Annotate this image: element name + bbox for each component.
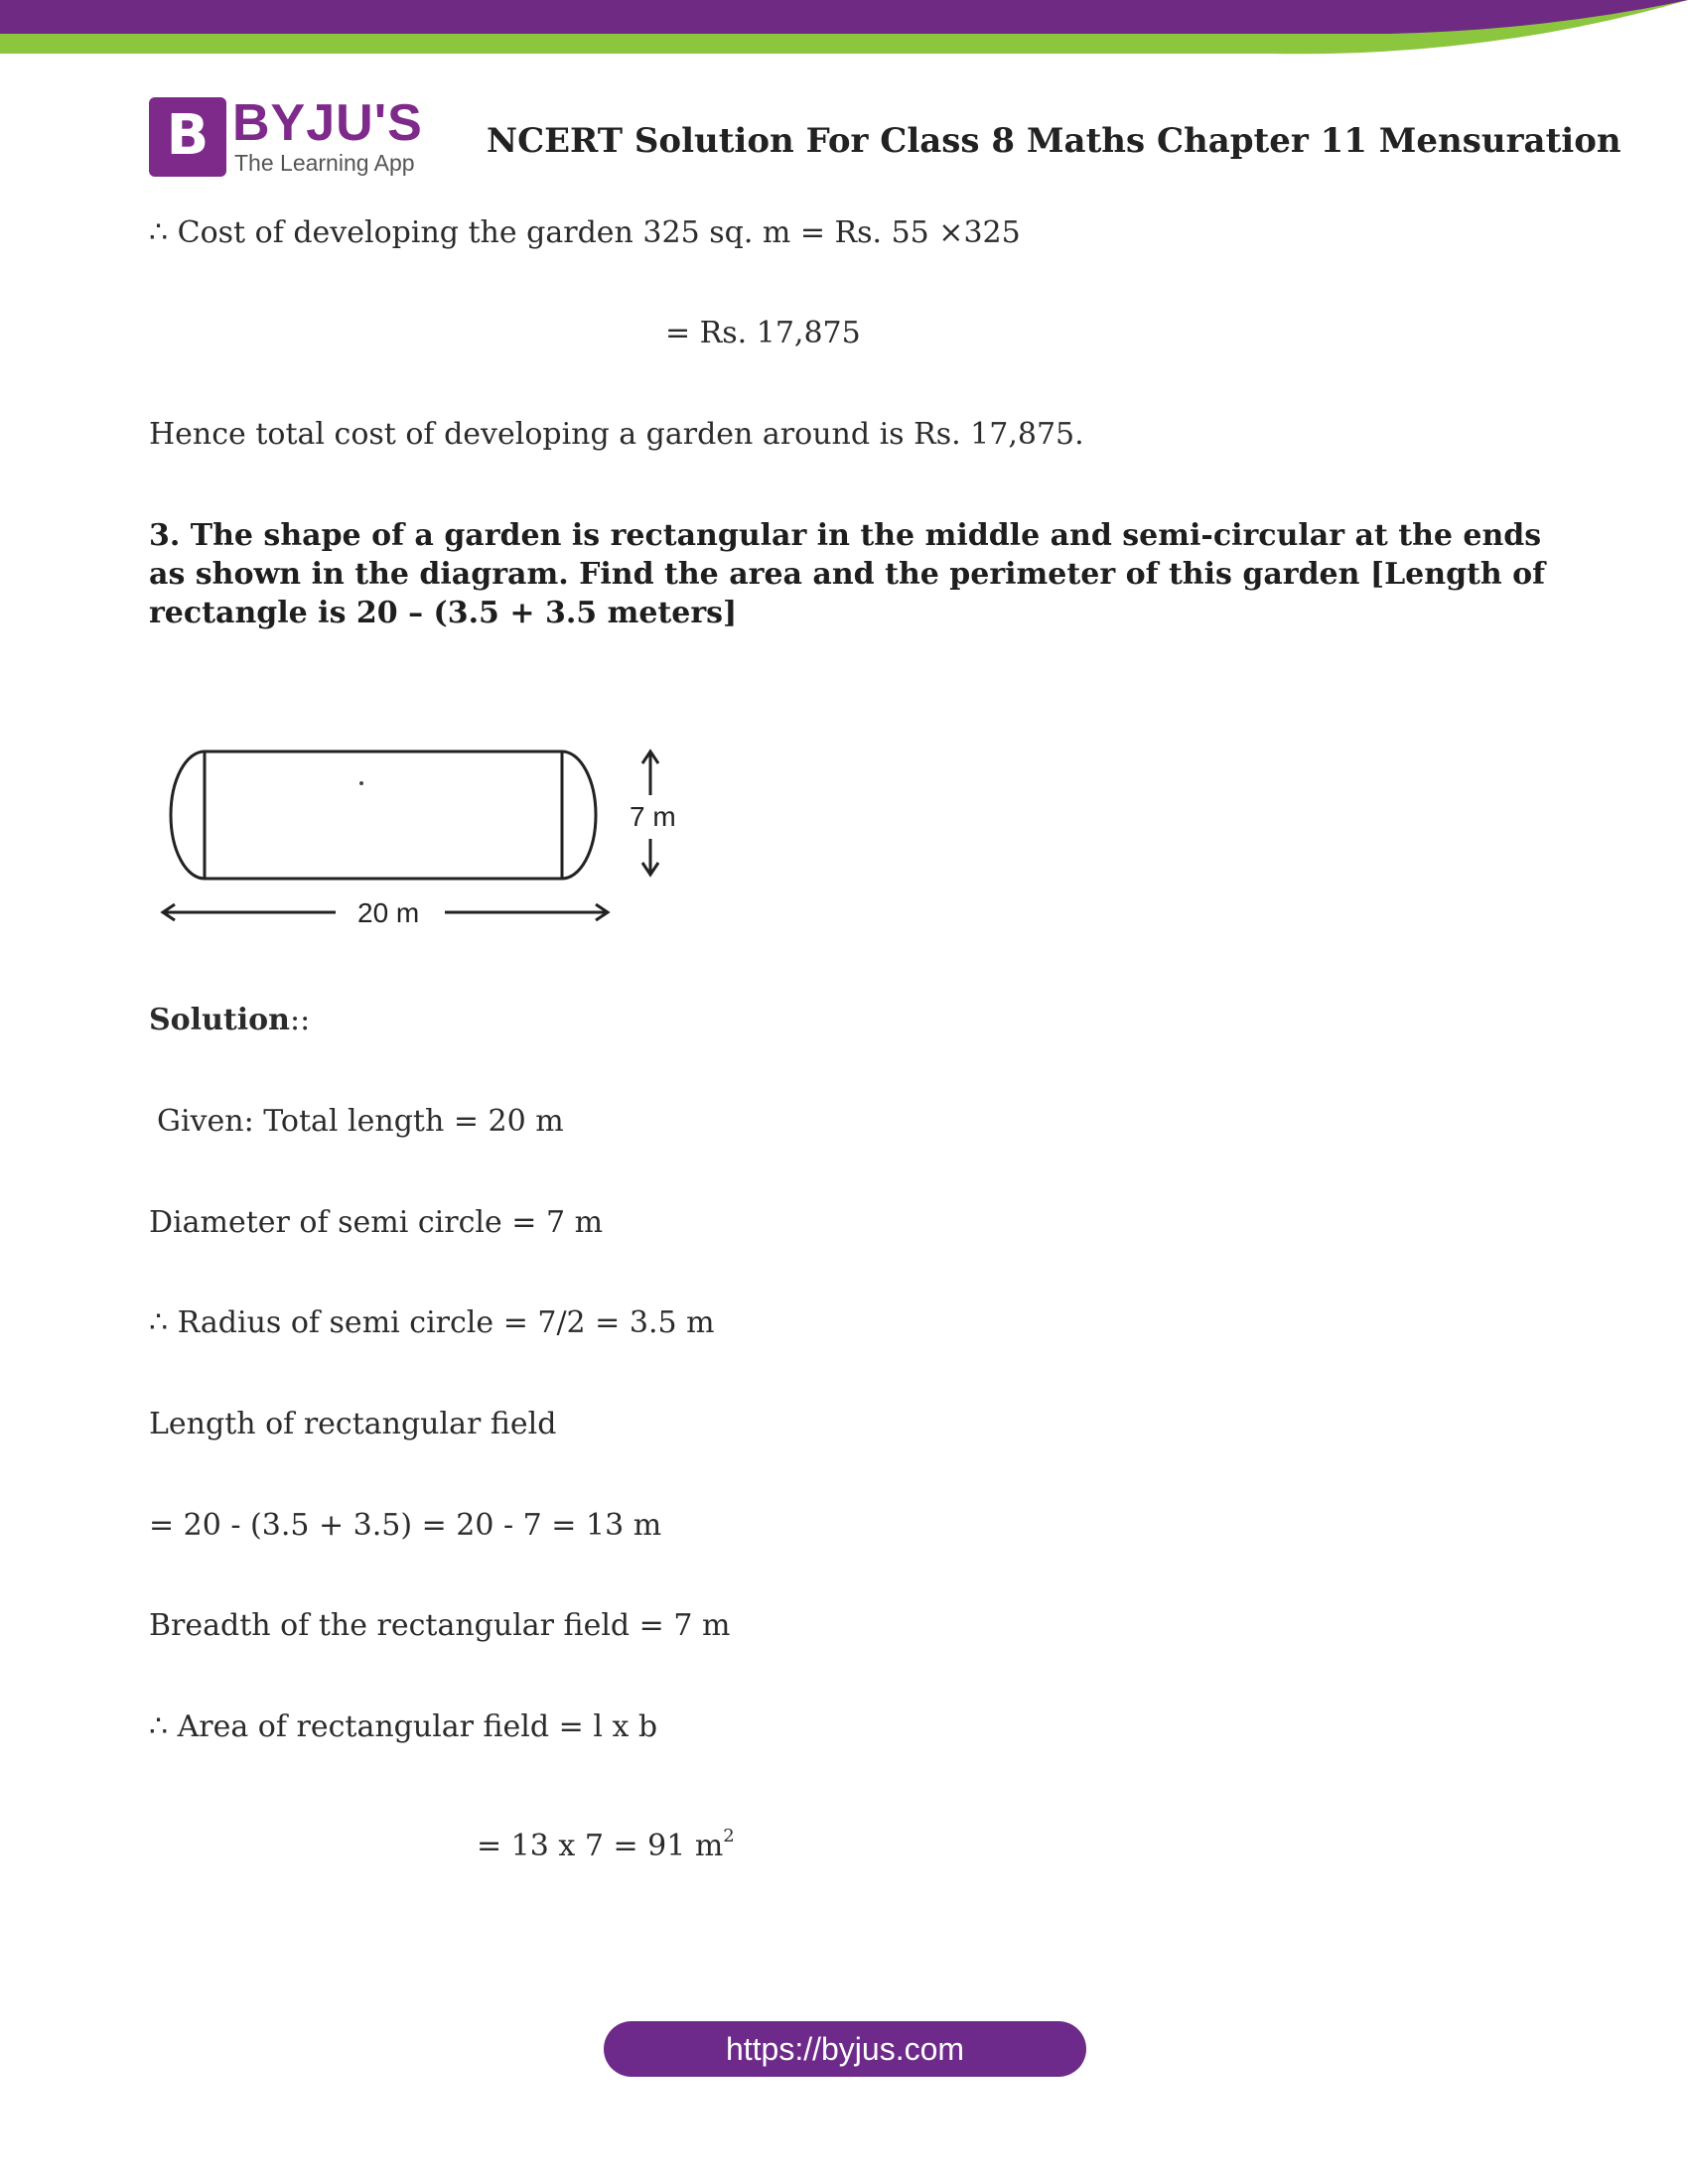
question-3: 3. The shape of a garden is rectangular in the middle and semi-circular at the ends as shown in the diagram. Find the area and the perimeter of this garden [Length of rectangle is 20 – (3.5 + 3.5 meters]: [149, 518, 1546, 630]
given-line: Given: Total length = 20 m: [157, 1104, 564, 1139]
logo-letter: B: [166, 103, 210, 168]
brand-name: BYJU'S: [232, 94, 423, 152]
cost-line: ∴ Cost of developing the garden 325 sq. m = Rs. 55 ×325: [149, 215, 1021, 250]
area-label-line: ∴ Area of rectangular field = l x b: [149, 1709, 658, 1744]
diameter-line: Diameter of semi circle = 7 m: [149, 1205, 604, 1240]
length-label: 20 m: [357, 897, 420, 928]
area-calc-line: [477, 1817, 735, 1866]
page-header: [149, 94, 1621, 187]
footer-url-link[interactable]: https://byjus.com: [604, 2021, 1086, 2077]
byjus-logo-icon: [149, 97, 226, 177]
area-calc-text: = 13 x 7 = 91 m: [477, 1829, 724, 1863]
solution-heading: [149, 1001, 310, 1040]
length-calc-line: = 20 - (3.5 + 3.5) = 20 - 7 = 13 m: [149, 1508, 662, 1543]
radius-line: ∴ Radius of semi circle = 7/2 = 3.5 m: [149, 1305, 715, 1340]
garden-diagram: [149, 740, 705, 938]
brand-tagline: The Learning App: [234, 150, 415, 176]
top-banner: [0, 0, 1688, 60]
breadth-line: Breadth of the rectangular field = 7 m: [149, 1608, 731, 1643]
garden-outline: [171, 751, 596, 879]
area-unit-superscript: 2: [723, 1826, 735, 1846]
solution-label: Solution: [149, 1003, 290, 1037]
cost-result: = Rs. 17,875: [665, 316, 861, 350]
solution-suffix: ::: [289, 1003, 311, 1037]
length-label-line: Length of rectangular field: [149, 1407, 557, 1441]
height-label: 7 m: [630, 801, 676, 832]
page-title: NCERT Solution For Class 8 Maths Chapter 11 Mensuration: [487, 121, 1621, 161]
conclusion-line: Hence total cost of developing a garden around is Rs. 17,875.: [149, 417, 1084, 452]
